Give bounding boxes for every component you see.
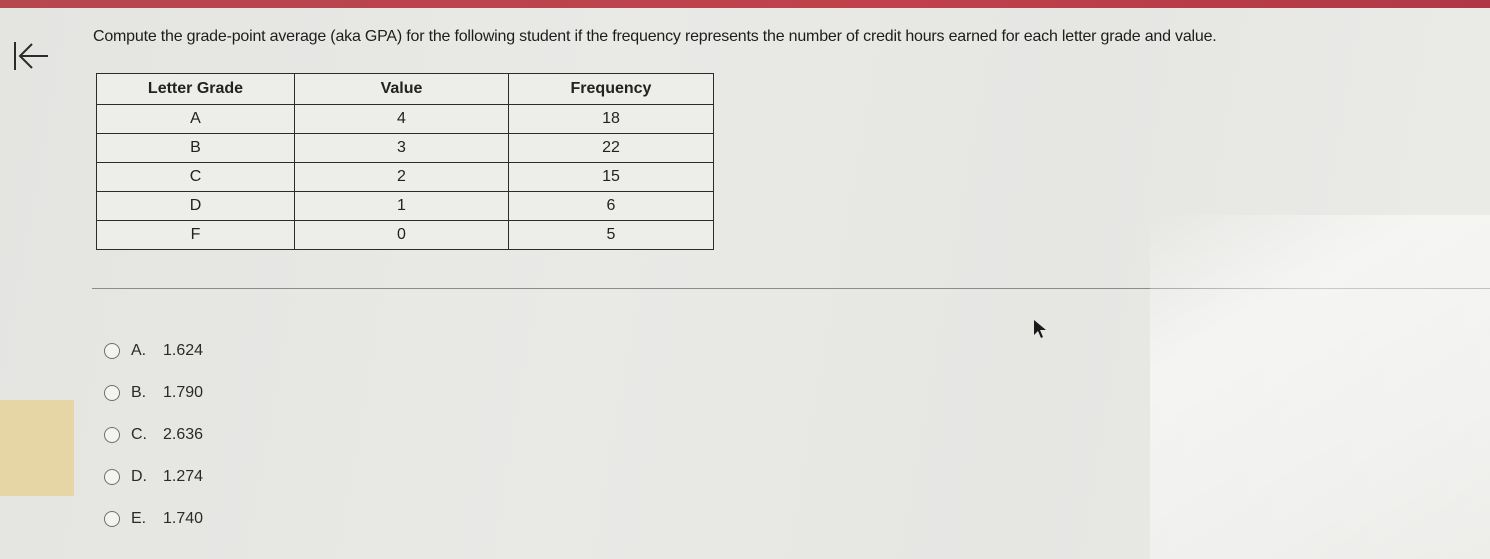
left-highlight-strip bbox=[0, 400, 74, 496]
option-value: 1.740 bbox=[163, 510, 204, 527]
header-letter-grade: Letter Grade bbox=[97, 74, 295, 105]
cell-value: 1 bbox=[295, 192, 509, 221]
cell-frequency: 6 bbox=[509, 192, 714, 221]
cell-value: 0 bbox=[295, 221, 509, 250]
mouse-cursor-icon bbox=[1032, 318, 1050, 340]
cell-frequency: 22 bbox=[509, 134, 714, 163]
header-value: Value bbox=[295, 74, 509, 105]
option-c[interactable] bbox=[104, 414, 203, 456]
radio-button-e[interactable] bbox=[104, 511, 120, 527]
cell-letter-grade: B bbox=[97, 134, 295, 163]
cell-letter-grade: A bbox=[97, 105, 295, 134]
table-row bbox=[97, 163, 714, 192]
cell-letter-grade: C bbox=[97, 163, 295, 192]
option-letter: B. bbox=[131, 384, 147, 401]
arrow-left-bar-icon bbox=[10, 38, 52, 74]
option-d[interactable] bbox=[104, 456, 203, 498]
option-letter: A. bbox=[131, 342, 147, 359]
answer-options bbox=[104, 330, 203, 540]
option-letter: E. bbox=[131, 510, 147, 527]
option-value: 1.790 bbox=[163, 384, 204, 401]
grade-table bbox=[96, 73, 714, 250]
cell-frequency: 5 bbox=[509, 221, 714, 250]
cell-value: 2 bbox=[295, 163, 509, 192]
question-text: Compute the grade-point average (aka GPA) for the following student if the frequency represents the number of credit hours earned for each letter grade and value. bbox=[93, 28, 1217, 45]
back-button[interactable] bbox=[10, 38, 52, 74]
cell-frequency: 15 bbox=[509, 163, 714, 192]
cell-value: 3 bbox=[295, 134, 509, 163]
option-e[interactable] bbox=[104, 498, 203, 540]
cell-value: 4 bbox=[295, 105, 509, 134]
option-b[interactable] bbox=[104, 372, 203, 414]
cell-frequency: 18 bbox=[509, 105, 714, 134]
option-a[interactable] bbox=[104, 330, 203, 372]
option-letter: D. bbox=[131, 468, 147, 485]
table-row bbox=[97, 134, 714, 163]
option-value: 1.274 bbox=[163, 468, 204, 485]
table-row bbox=[97, 192, 714, 221]
table-header-row bbox=[97, 74, 714, 105]
option-value: 1.624 bbox=[163, 342, 204, 359]
cell-letter-grade: D bbox=[97, 192, 295, 221]
radio-button-d[interactable] bbox=[104, 469, 120, 485]
table-row bbox=[97, 221, 714, 250]
header-frequency: Frequency bbox=[509, 74, 714, 105]
cell-letter-grade: F bbox=[97, 221, 295, 250]
top-color-bar bbox=[0, 0, 1490, 8]
table-row bbox=[97, 105, 714, 134]
radio-button-c[interactable] bbox=[104, 427, 120, 443]
radio-button-a[interactable] bbox=[104, 343, 120, 359]
option-letter: C. bbox=[131, 426, 147, 443]
screen-glare bbox=[1150, 215, 1490, 559]
radio-button-b[interactable] bbox=[104, 385, 120, 401]
option-value: 2.636 bbox=[163, 426, 204, 443]
